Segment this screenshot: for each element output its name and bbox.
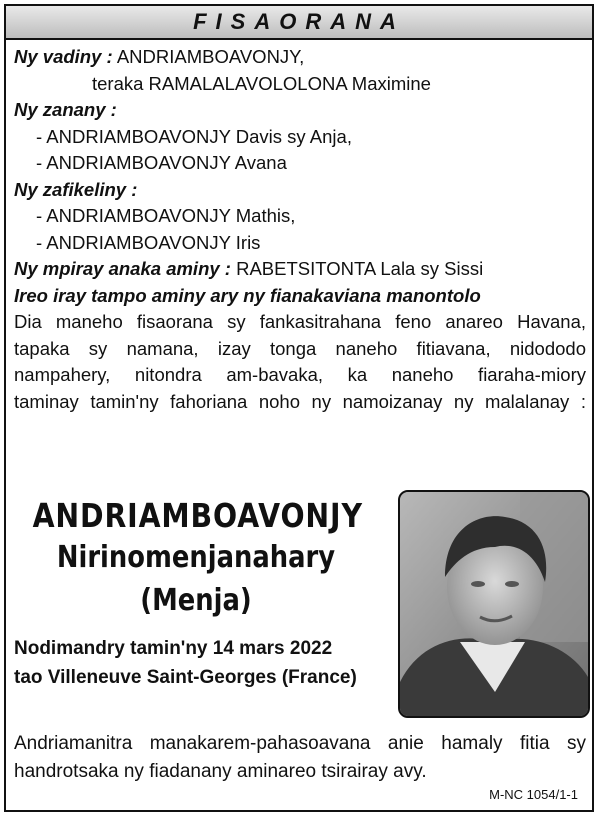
- death-date-line: Nodimandry tamin'ny 14 mars 2022: [14, 638, 333, 659]
- grandchild-item: - ANDRIAMBOAVONJY Mathis,: [36, 205, 296, 226]
- closing-line: Andriamanitra manakarem-pahasoavana anie hamaly fitia sy: [14, 733, 586, 754]
- wife-name: ANDRIAMBOAVONJY,: [116, 46, 305, 67]
- message-line: nampahery, nitondra am-bavaka, ka naneho fiaraha-miory: [14, 364, 586, 385]
- family-section: [14, 44, 586, 415]
- death-info: [14, 634, 357, 692]
- notice-frame: [4, 4, 594, 812]
- notice-title: FISAORANA: [193, 9, 405, 34]
- header-bar: [6, 6, 592, 40]
- wife-line: [14, 44, 586, 71]
- grandchild-item: - ANDRIAMBOAVONJY Iris: [36, 231, 261, 253]
- wife-maiden-line: teraka RAMALALAVOLOLONA Maximine: [92, 72, 431, 94]
- child-item: - ANDRIAMBOAVONJY Avana: [36, 152, 287, 173]
- message-line: tapaka sy namana, izay tonga naneho fitiavana, nidododo: [14, 337, 586, 359]
- closing-line: handrotsaka ny fiadanany aminareo tsirairay avy.: [14, 761, 427, 782]
- grandchildren-label: Ny zafikeliny :: [14, 178, 138, 200]
- deceased-name-block: [6, 496, 386, 622]
- message-line: taminay tamin'ny fahoriana noho ny namoizanay ny malalanay :: [14, 390, 586, 412]
- deceased-given-name: Nirinomenjanahary: [56, 540, 336, 575]
- deceased-portrait-photo: [398, 490, 590, 718]
- thanks-message: [14, 309, 586, 415]
- deceased-nickname: (Menja): [140, 583, 252, 618]
- message-line: Dia maneho fisaorana sy fankasitrahana feno anareo Havana,: [14, 311, 586, 332]
- deceased-surname: ANDRIAMBOAVONJY: [32, 496, 363, 535]
- closing-blessing: [14, 730, 586, 786]
- death-place-line: tao Villeneuve Saint-Georges (France): [14, 667, 357, 688]
- child-item: - ANDRIAMBOAVONJY Davis sy Anja,: [36, 125, 352, 147]
- wife-label: Ny vadiny :: [14, 46, 113, 67]
- portrait-image: [400, 492, 588, 716]
- reference-code: M-NC 1054/1-1: [489, 787, 578, 802]
- siblings-names: RABETSITONTA Lala sy Sissi: [236, 258, 484, 279]
- siblings-line: [14, 256, 586, 283]
- siblings-label: Ny mpiray anaka aminy :: [14, 258, 231, 279]
- relatives-line: Ireo iray tampo aminy ary ny fianakaviana manontolo: [14, 284, 481, 306]
- children-label: Ny zanany :: [14, 99, 117, 120]
